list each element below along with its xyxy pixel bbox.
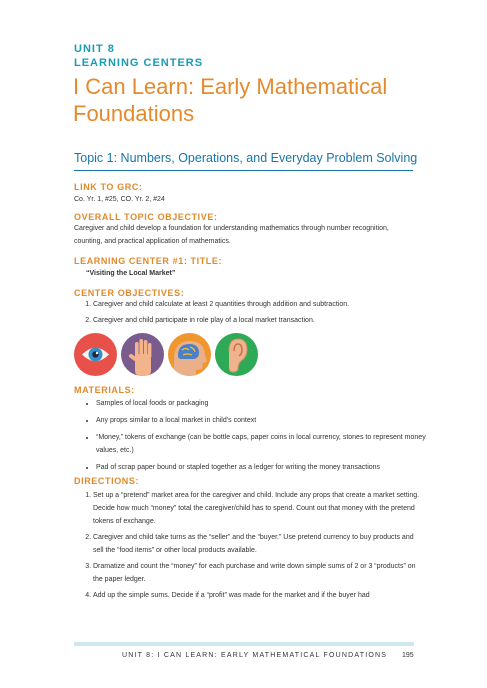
list-item: • Samples of local foods or packaging: [96, 397, 426, 410]
list-item: 1. Set up a “pretend” market area for the caregiver and child. Include any props that create a market setting. Decide how much “money” total the caregiver/child has to spend. Count out that money with the pretend tokens of exchange.: [93, 489, 423, 528]
directions-heading: DIRECTIONS:: [74, 476, 140, 486]
list-item: 2. Caregiver and child participate in role play of a local market transaction.: [93, 314, 423, 327]
section-name: LEARNING CENTERS: [74, 57, 204, 69]
footer-text: UNIT 8: I CAN LEARN: EARLY MATHEMATICAL FOUNDATIONS: [122, 652, 388, 659]
topic-underline: [74, 170, 413, 171]
center-objectives-list: [74, 298, 423, 330]
brain-icon: [168, 333, 211, 376]
topic-heading: Topic 1: Numbers, Operations, and Everyday Problem Solving: [74, 151, 418, 165]
grc-text: Co. Yr. 1, #25, CO. Yr. 2, #24: [74, 196, 165, 203]
senses-icons: [74, 333, 258, 376]
objective-text: Caregiver and child develop a foundation for understanding mathematics through number recognition, counting, and practical application of mathematics.: [74, 225, 389, 245]
footer-rule: [74, 642, 414, 646]
hand-icon: [121, 333, 164, 376]
list-item: 2. Caregiver and child take turns as the “seller” and the “buyer.” Use pretend currency to buy products and sell the “food items” or other local products available.: [93, 531, 423, 557]
unit-number: UNIT 8: [74, 43, 115, 55]
unit-heading: [74, 42, 203, 70]
eye-icon: [74, 333, 117, 376]
page-number: 195: [402, 652, 414, 659]
list-item: 3. Dramatize and count the “money” for each purchase and write down simple sums of 2 or 3 “products” on the paper ledger.: [93, 560, 423, 586]
list-item: 4. Add up the simple sums. Decide if a “profit” was made for the market and if the buyer had: [93, 589, 423, 602]
list-item: • Any props similar to a local market in child’s context: [96, 414, 426, 427]
materials-heading: MATERIALS:: [74, 385, 135, 395]
list-item: • Pad of scrap paper bound or stapled together as a ledger for writing the money transactions: [96, 461, 426, 474]
materials-list: [82, 397, 426, 478]
learning-center-heading: LEARNING CENTER #1: TITLE:: [74, 256, 223, 266]
grc-heading: LINK TO GRC:: [74, 182, 143, 192]
objective-heading: OVERALL TOPIC OBJECTIVE:: [74, 212, 218, 222]
directions-list: [74, 489, 423, 605]
list-item: • “Money,” tokens of exchange (can be bottle caps, paper coins in local currency, stones to represent money values, etc.): [96, 431, 426, 457]
center-objectives-heading: CENTER OBJECTIVES:: [74, 288, 185, 298]
learning-center-title: “Visiting the Local Market”: [86, 270, 176, 277]
list-item: 1. Caregiver and child calculate at least 2 quantities through addition and subtraction.: [93, 298, 423, 311]
page-title: I Can Learn: Early Mathematical Foundations: [73, 74, 388, 126]
ear-icon: [215, 333, 258, 376]
